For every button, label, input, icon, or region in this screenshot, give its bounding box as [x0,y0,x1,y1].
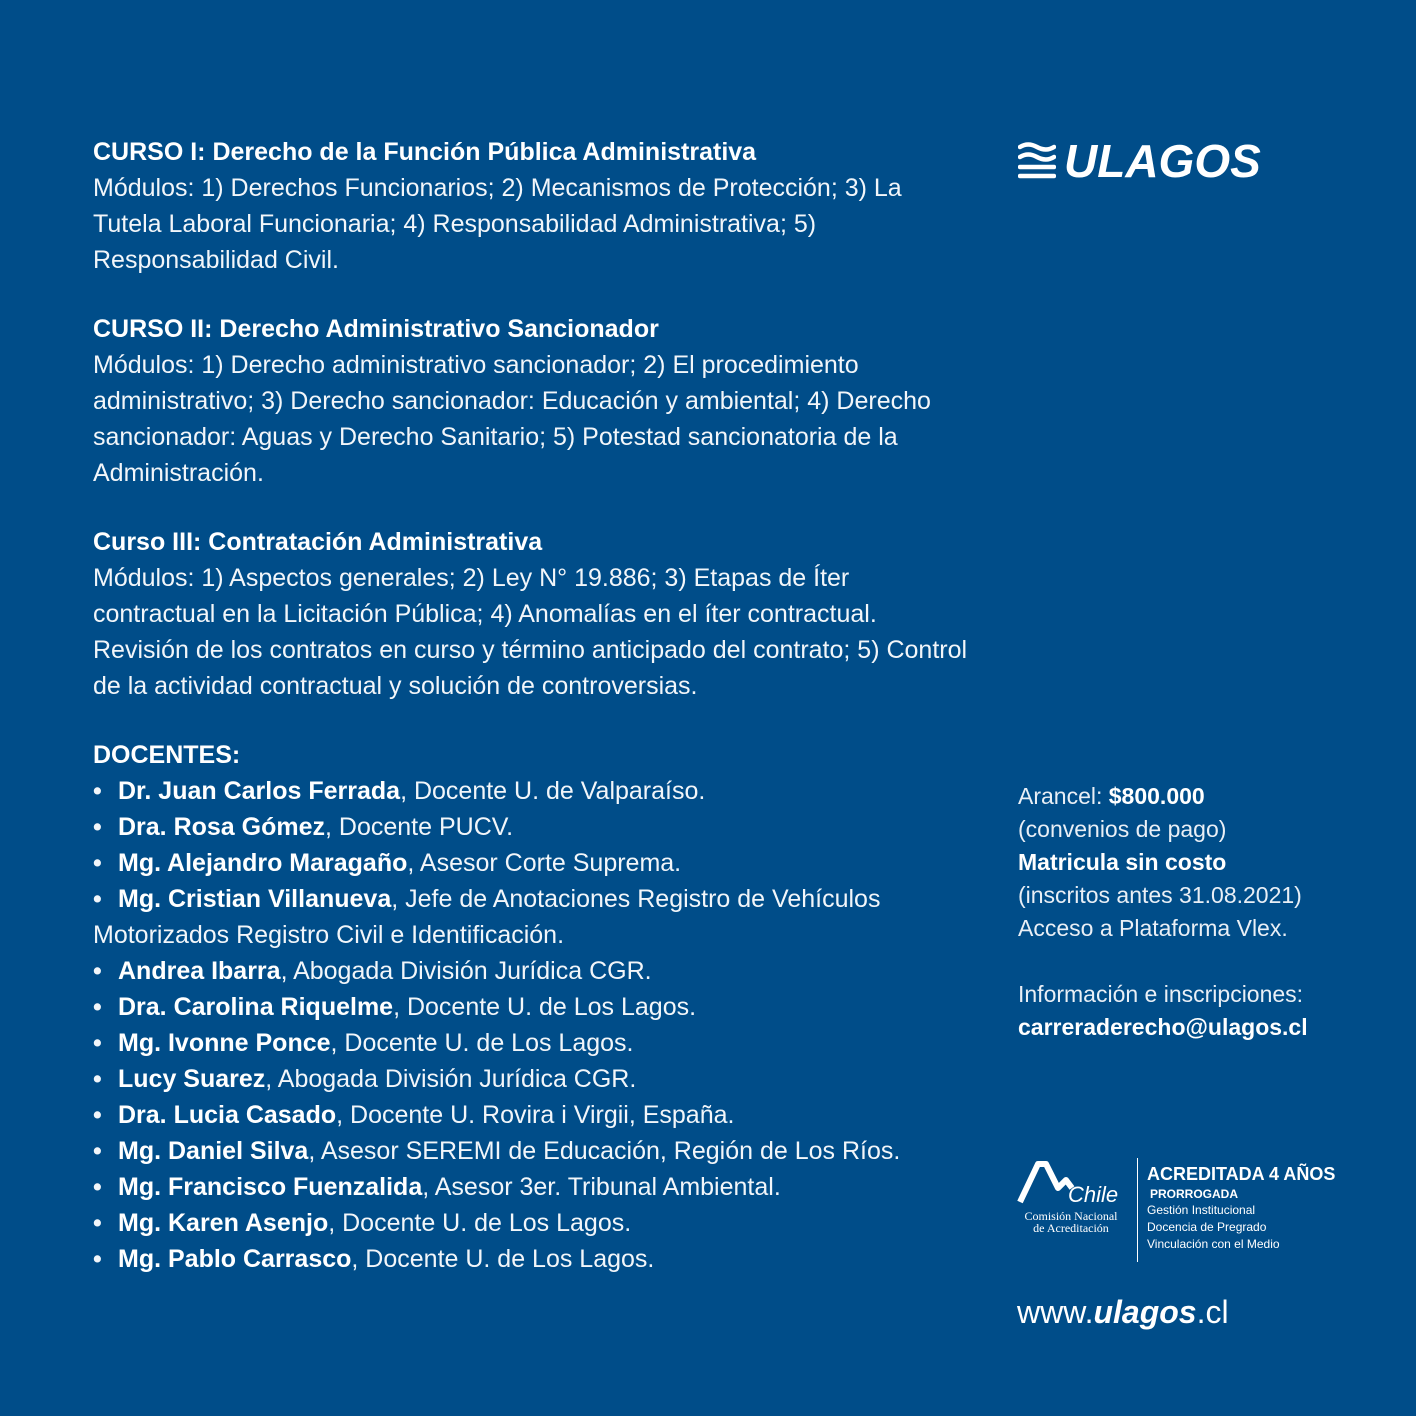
docente-name: Andrea Ibarra [118,957,281,985]
docente-item [93,953,973,989]
bullet-icon: • [93,993,102,1021]
docente-role: , Abogada División Jurídica CGR. [265,1065,637,1093]
docente-role: , Docente U. de Los Lagos. [351,1245,655,1273]
bullet-icon: • [93,1245,102,1273]
docente-role: , Jefe de Anotaciones Registro de Vehículos Motorizados Registro Civil e Identificación. [93,885,881,949]
accreditation-title: ACREDITADA 4 AÑOS [1147,1164,1336,1184]
email-link[interactable]: carreraderecho@ulagos.cl [1018,1014,1308,1040]
docente-role: , Docente U. de Los Lagos. [328,1209,632,1237]
docente-name: Mg. Daniel Silva [118,1137,309,1165]
arancel-label: Arancel: [1018,783,1109,809]
inscritos-text: (inscritos antes 31.08.2021) [1018,882,1302,908]
logo-wordmark: ULAGOS [1064,135,1261,187]
arancel-value: $800.000 [1108,783,1205,809]
docente-name: Dra. Carolina Riquelme [118,993,394,1021]
docente-item [93,1205,973,1241]
docente-name: Dra. Rosa Gómez [118,813,326,841]
course-1-title: CURSO I: Derecho de la Función Pública Administrativa [93,138,757,166]
cna-logo-text: Chile [1068,1182,1119,1207]
docente-item [93,809,973,845]
accreditation-area: Docencia de Pregrado [1147,1220,1267,1234]
docente-name: Mg. Ivonne Ponce [118,1029,331,1057]
bullet-icon: • [93,957,102,985]
website-prefix: www. [1017,1294,1094,1330]
docente-role: , Asesor Corte Suprema. [407,849,682,877]
arancel-line [1018,780,1378,813]
docente-item [93,1133,973,1169]
docente-role: , Docente U. de Valparaíso. [400,777,706,805]
accreditation-badge [1016,1158,1376,1258]
website-domain: ulagos [1093,1294,1197,1330]
docente-name: Mg. Pablo Carrasco [118,1245,352,1273]
bullet-icon: • [93,1029,102,1057]
course-3-title: Curso III: Contratación Administrativa [93,528,543,556]
bullet-icon: • [93,1065,102,1093]
docente-item [93,1025,973,1061]
docente-name: Lucy Suarez [118,1065,266,1093]
accreditation-area: Gestión Institucional [1147,1203,1256,1217]
bullet-icon: • [93,777,102,805]
accreditation-subtitle: PRORROGADA [1150,1187,1239,1201]
info-panel [1018,780,1378,1044]
course-2 [93,311,973,491]
course-3-description: Módulos: 1) Aspectos generales; 2) Ley N° 19.886; 3) Etapas de Íter contractual en la Licitación Pública; 4) Anomalías en el íter contractual. Revisión de los contratos en curso y término anticipado del contrato; 5) Control de la actividad contractual y solución de controversias. [93,564,968,700]
docente-item [93,845,973,881]
bullet-icon: • [93,885,102,913]
docente-role: , Docente U. de Los Lagos. [393,993,697,1021]
docente-role: , Abogada División Jurídica CGR. [280,957,652,985]
docente-name: Mg. Cristian Villanueva [118,885,392,913]
acceso-text: Acceso a Plataforma Vlex. [1018,915,1288,941]
docente-name: Mg. Alejandro Maragaño [118,849,408,877]
bullet-icon: • [93,1173,102,1201]
content-column [93,134,973,1277]
website-suffix: .cl [1196,1294,1229,1330]
bullet-icon: • [93,1137,102,1165]
accreditation-divider [1137,1158,1138,1262]
docentes-heading: DOCENTES: [93,741,241,769]
docente-role: , Asesor 3er. Tribunal Ambiental. [422,1173,781,1201]
docente-name: Mg. Francisco Fuenzalida [118,1173,423,1201]
docente-name: Mg. Karen Asenjo [118,1209,329,1237]
course-2-description: Módulos: 1) Derecho administrativo sancionador; 2) El procedimiento administrativo; 3) Derecho sancionador: Educación y ambiental; 4) Derecho sancionador: Aguas y Derecho Sanitario; 5) Potestad sancionatoria de la Administración. [93,351,931,487]
course-1 [93,134,973,278]
bullet-icon: • [93,1209,102,1237]
docente-role: , Docente U. Rovira i Virgii, España. [336,1101,735,1129]
cna-logo [1016,1158,1126,1234]
docente-name: Dra. Lucia Casado [118,1101,337,1129]
accreditation-area: Vinculación con el Medio [1147,1237,1280,1251]
docente-item [93,1241,973,1277]
docente-item [93,773,973,809]
docente-role: , Asesor SEREMI de Educación, Región de Los Ríos. [308,1137,901,1165]
cna-name-line1: Comisión Nacional [1024,1209,1118,1223]
bullet-icon: • [93,849,102,877]
convenios-text: (convenios de pago) [1018,816,1227,842]
matricula-text: Matricula sin costo [1018,849,1227,875]
cna-mountain-icon [1016,1158,1126,1210]
docente-role: , Docente PUCV. [325,813,514,841]
docente-item [93,989,973,1025]
docente-item [93,881,973,953]
course-1-description: Módulos: 1) Derechos Funcionarios; 2) Mecanismos de Protección; 3) La Tutela Laboral Funcionaria; 4) Responsabilidad Administrativa; 5) Responsabilidad Civil. [93,174,902,274]
course-3 [93,524,973,704]
course-2-title: CURSO II: Derecho Administrativo Sancionador [93,315,659,343]
docentes-list [93,773,973,1277]
docente-item [93,1061,973,1097]
ulagos-logo [1018,135,1261,187]
docente-name: Dr. Juan Carlos Ferrada [118,777,401,805]
info-label: Información e inscripciones: [1018,981,1304,1007]
bullet-icon: • [93,813,102,841]
cna-name-line2: de Acreditación [1033,1221,1109,1235]
bullet-icon: • [93,1101,102,1129]
waves-icon [1018,141,1056,181]
website-link[interactable] [1017,1292,1229,1332]
docente-item [93,1097,973,1133]
docente-item [93,1169,973,1205]
accreditation-text [1147,1162,1335,1253]
docente-role: , Docente U. de Los Lagos. [330,1029,634,1057]
